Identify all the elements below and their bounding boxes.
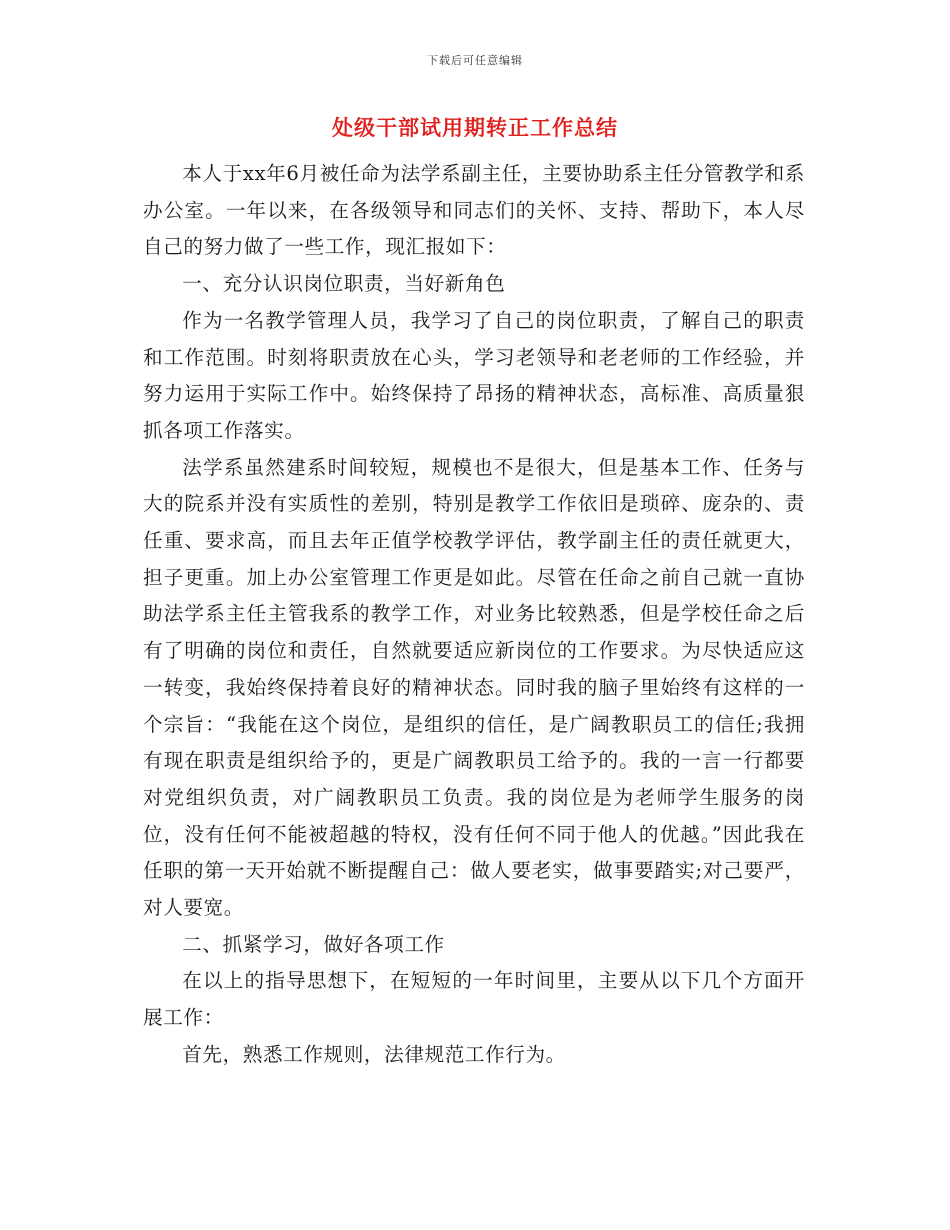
paragraph-intro: 本人于xx年6月被任命为法学系副主任，主要协助系主任分管教学和系办公室。一年以来，在各级领导和同志们的关怀、支持、帮助下，本人尽自己的努力做了一些工作，现汇报如下： [143,162,805,259]
paragraph-first: 首先，熟悉工作规则，法律规范工作行为。 [182,1042,566,1066]
paragraph-department: 法学系虽然建系时间较短，规模也不是很大，但是基本工作、任务与大的院系并没有实质性的差别，特别是教学工作依旧是琐碎、庞杂的、责任重、要求高，而且去年正值学校教学评估，教学副主任的责任就更大，担子更重。加上办公室管理工作更是如此。尽管在任命之前自己就一直协助法学系主任主管我系的教学工作，对业务比较熟悉，但是学校任命之后有了明确的岗位和责任，自然就要适应新岗位的工作要求。为尽快适应这一转变，我始终保持着良好的精神状态。同时我的脑子里始终有这样的一个宗旨：“我能在这个岗位，是组织的信任，是广阔教职员工的信任;我拥有现在职责是组织给予的，更是广阔教职员工给予的。我的一言一行都要对党组织负责，对广阔教职员工负责。我的岗位是为老师学生服务的岗位，没有任何不能被超越的特权，没有任何不同于他人的优越。”因此我在任职的第一天开始就不断提醒自己：做人要老实，做事要踏实;对己要严，对人要宽。 [143,455,805,920]
document-title: 处级干部试用期转正工作总结 [332,115,618,140]
section-heading-1: 一、充分认识岗位职责，当好新角色 [182,272,506,296]
page-header: 下载后可任意编辑 [427,54,523,67]
paragraph-guidance: 在以上的指导思想下，在短短的一年时间里，主要从以下几个方面开展工作： [143,969,805,1030]
section-heading-2: 二、抓紧学习，做好各项工作 [182,932,445,956]
document-body [143,156,805,1074]
paragraph-role: 作为一名教学管理人员，我学习了自己的岗位职责，了解自己的职责和工作范围。时刻将职责放在心头，学习老领导和老老师的工作经验，并努力运用于实际工作中。始终保持了昂扬的精神状态，高标准、高质量狠抓各项工作落实。 [143,308,805,442]
